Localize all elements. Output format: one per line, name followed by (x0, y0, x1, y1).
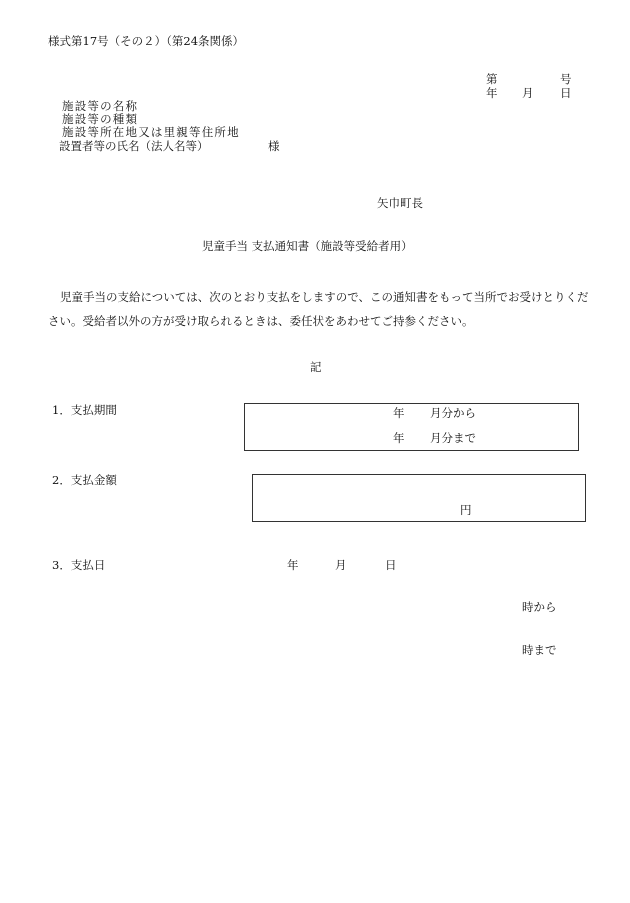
payment-date-label: 3．支払日 (52, 558, 106, 572)
ki-marker: 記 (310, 360, 322, 374)
payment-period-label: 1．支払期間 (52, 403, 117, 417)
period-to-month: 月分まで (430, 431, 476, 445)
issuer-name: 矢巾町長 (377, 196, 423, 210)
payment-date-year: 年 (287, 558, 299, 572)
number-dai: 第 (486, 72, 498, 86)
date-year-label: 年 (486, 86, 498, 100)
time-from: 時から (522, 600, 557, 614)
amount-unit-yen: 円 (460, 503, 472, 517)
facility-type-label: 施設等の種類 (62, 112, 139, 126)
facility-address-label: 施設等所在地又は里親等住所地 (62, 125, 240, 139)
date-month-label: 月 (522, 86, 534, 100)
time-to: 時まで (522, 643, 557, 657)
body-paragraph: 児童手当の支給については、次のとおり支払をしますので、この通知書をもって当所でお受けとりください。受給者以外の方が受け取られるときは、委任状をあわせてご持参ください。 (48, 290, 589, 328)
period-from-month: 月分から (430, 406, 476, 420)
payment-amount-box (252, 474, 586, 522)
form-number-header: 様式第17号（その２）（第24条関係） (48, 34, 245, 48)
date-day-label: 日 (560, 86, 572, 100)
payment-date-month: 月 (335, 558, 347, 572)
payment-amount-label: 2．支払金額 (52, 473, 117, 487)
number-go: 号 (560, 72, 572, 86)
facility-name-label: 施設等の名称 (62, 99, 139, 113)
founder-name-label: 設置者等の氏名（法人名等） (59, 139, 209, 153)
period-from-year: 年 (393, 406, 405, 420)
document-title: 児童手当 支払通知書（施設等受給者用） (202, 239, 413, 253)
payment-period-box (244, 403, 579, 451)
period-to-year: 年 (393, 431, 405, 445)
honorific-sama: 様 (268, 139, 280, 153)
payment-date-day: 日 (385, 558, 397, 572)
